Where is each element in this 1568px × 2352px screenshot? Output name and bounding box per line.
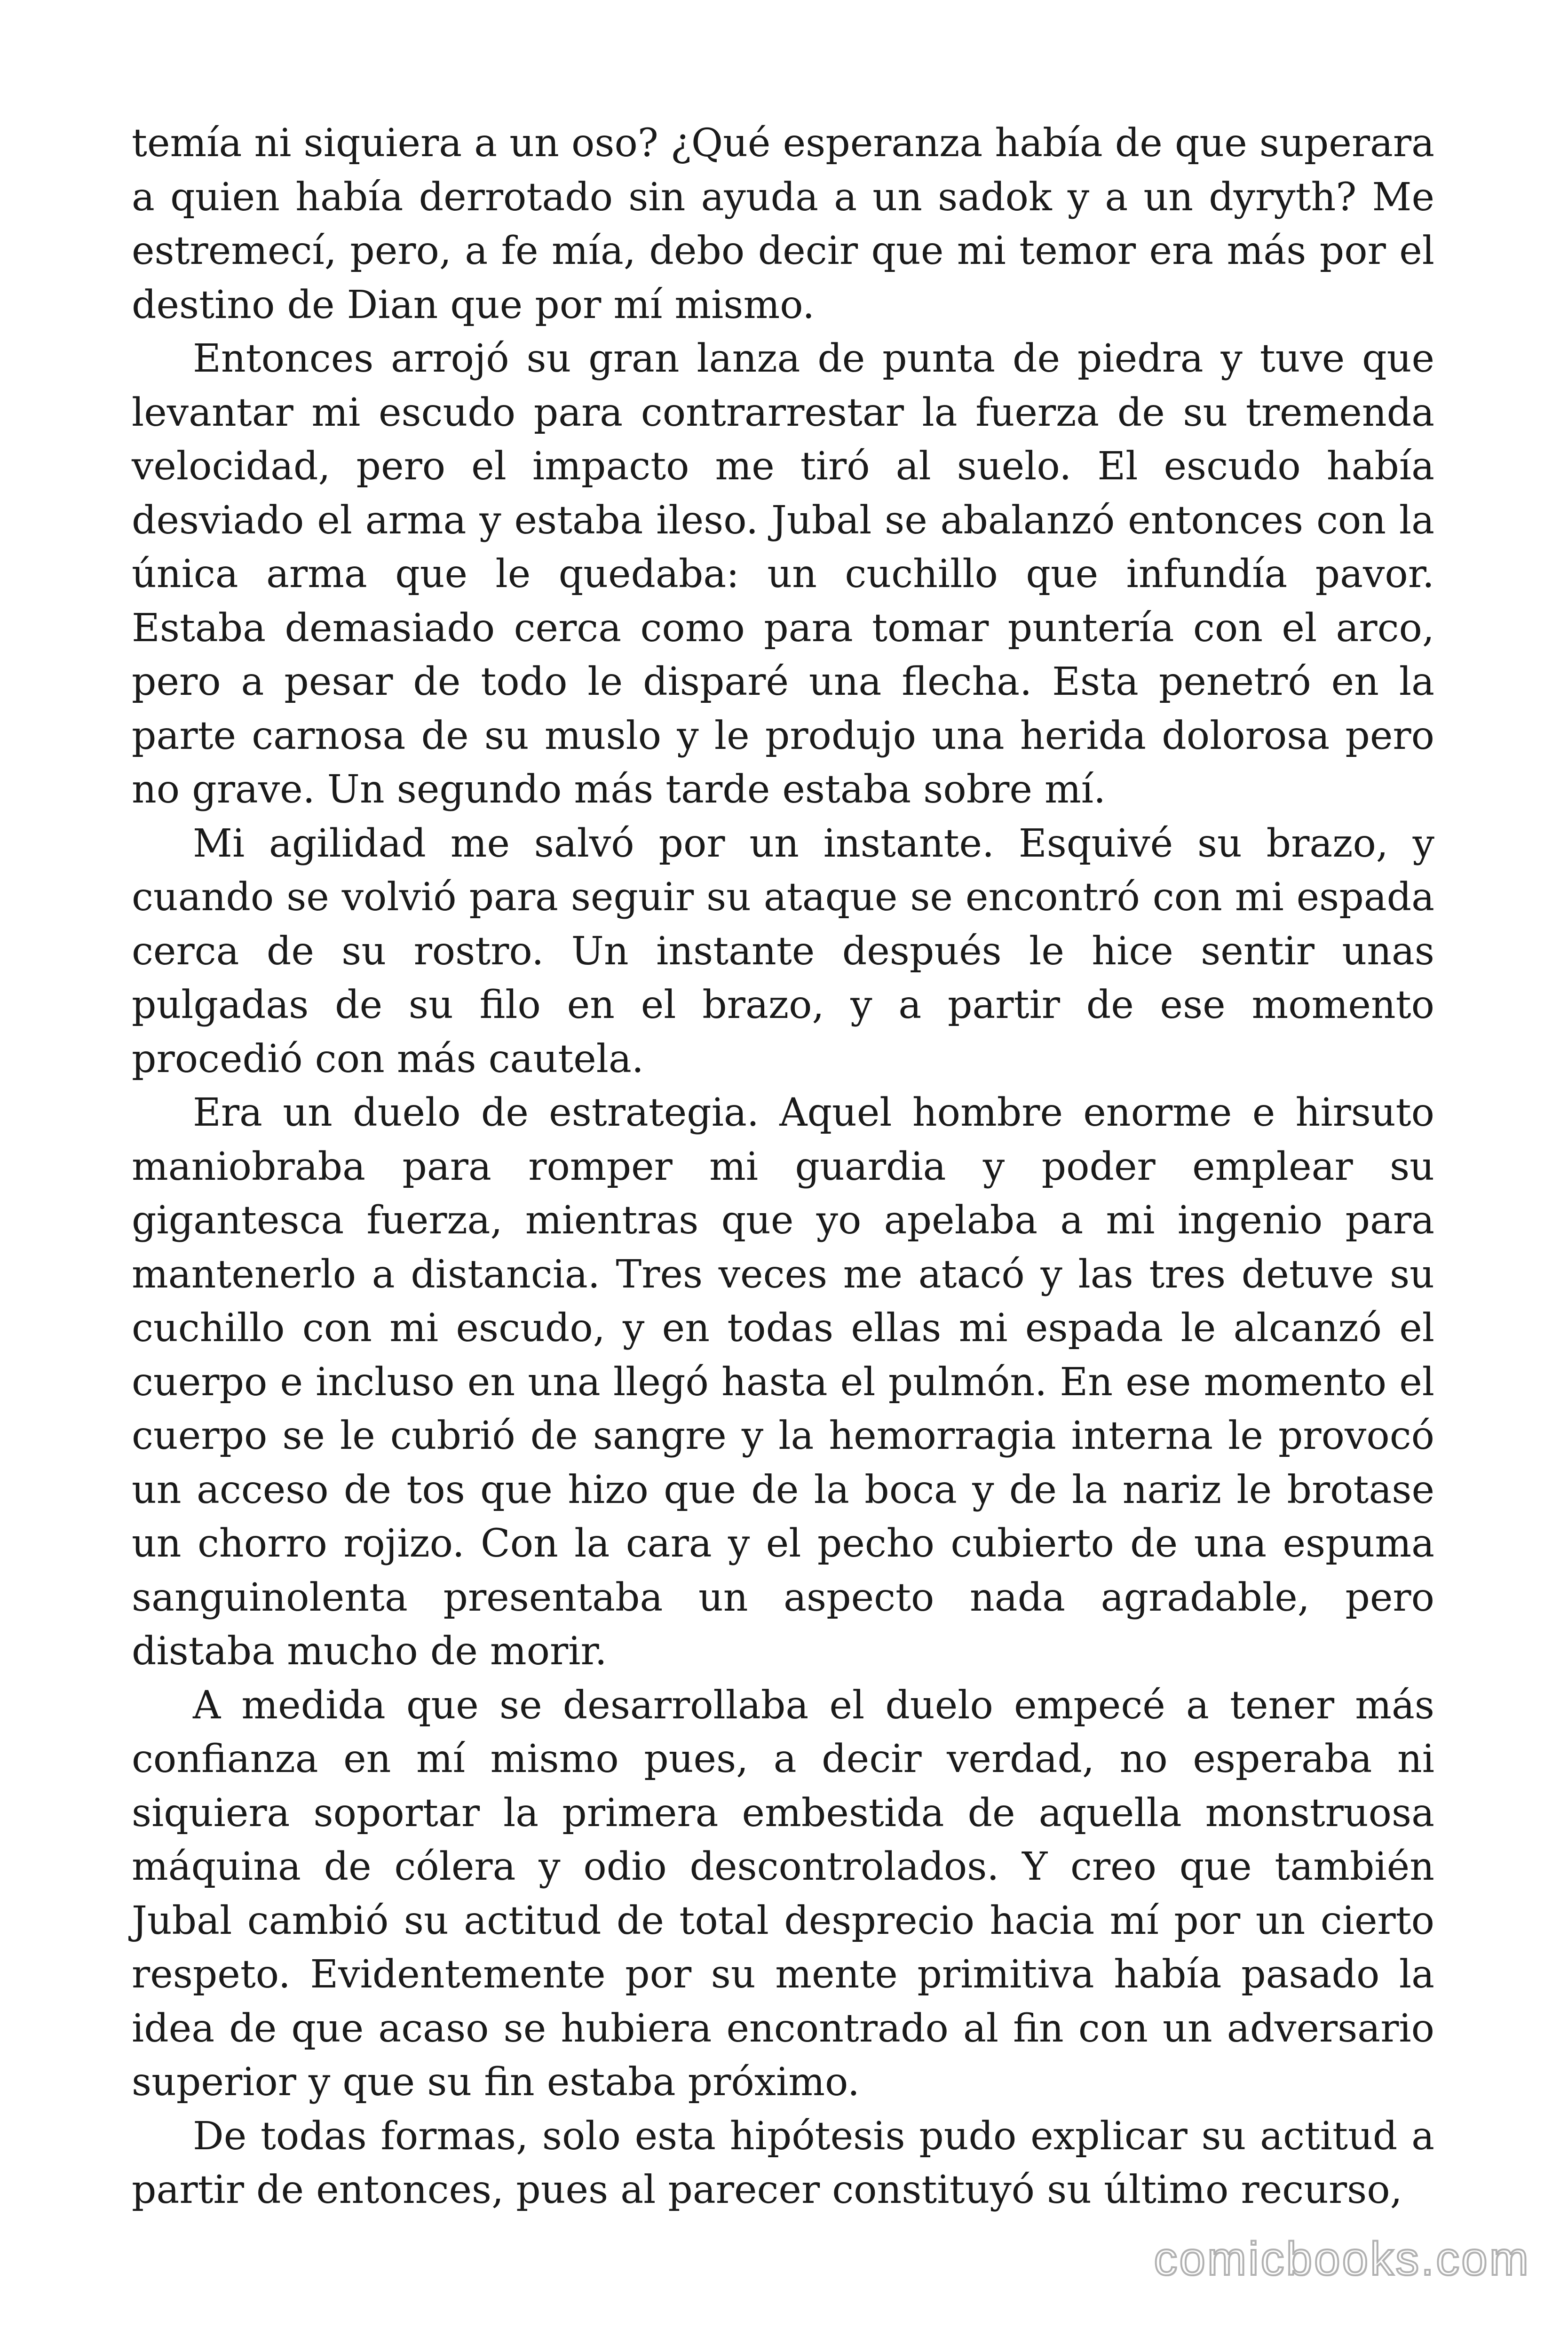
page-text bbox=[132, 117, 1434, 2217]
paragraph-1: temía ni siquiera a un oso? ¿Qué esperanza había de que superara a quien había derrotado sin ayuda a un sadok y a un dyryth? Me estremecí, pero, a fe mía, debo decir que mi temor era más por el destino de Dian que por mí mismo. bbox=[132, 121, 1434, 327]
paragraph-2: Entonces arrojó su gran lanza de punta de piedra y tuve que levantar mi escudo para contrarrestar la fuerza de su tremenda velocidad, pero el impacto me tiró al suelo. El escudo había desviado el arma y estaba ileso. Jubal se abalanzó entonces con la única arma que le quedaba: un cuchillo que infundía pavor. Estaba demasiado cerca como para tomar puntería con el arco, pero a pesar de todo le disparé una flecha. Esta penetró en la parte carnosa de su muslo y le produjo una herida dolorosa pero no grave. Un segundo más tarde estaba sobre mí. bbox=[132, 336, 1434, 812]
paragraph-4: Era un duelo de estrategia. Aquel hombre enorme e hirsuto maniobraba para romper mi guardia y poder emplear su gigantesca fuerza, mientras que yo apelaba a mi ingenio para mantenerlo a distancia. Tres veces me atacó y las tres detuve su cuchillo con mi escudo, y en todas ellas mi espada le alcanzó el cuerpo e incluso en una llegó hasta el pulmón. En ese momento el cuerpo se le cubrió de sangre y la hemorragia interna le provocó un acceso de tos que hizo que de la boca y de la nariz le brotase un chorro rojizo. Con la cara y el pecho cubierto de una espuma sanguinolenta presentaba un aspecto nada agradable, pero distaba mucho de morir. bbox=[132, 1090, 1434, 1674]
paragraph-6: De todas formas, solo esta hipótesis pudo explicar su actitud a partir de entonces, pues al parecer constituyó su último recurso, bbox=[132, 2114, 1434, 2212]
watermark: comicbooks.com bbox=[1154, 2233, 1530, 2285]
paragraph-3: Mi agilidad me salvó por un instante. Esquivé su brazo, y cuando se volvió para seguir su ataque se encontró con mi espada cerca de su rostro. Un instante después le hice sentir unas pulgadas de su filo en el brazo, y a partir de ese momento procedió con más cautela. bbox=[132, 821, 1434, 1081]
paragraph-5: A medida que se desarrollaba el duelo empecé a tener más confianza en mí mismo pues, a decir verdad, no esperaba ni siquiera soportar la primera embestida de aquella monstruosa máquina de cólera y odio descontrolados. Y creo que también Jubal cambió su actitud de total desprecio hacia mí por un cierto respeto. Evidentemente por su mente primitiva había pasado la idea de que acaso se hubiera encontrado al fin con un adversario superior y que su fin estaba próximo. bbox=[132, 1683, 1434, 2105]
